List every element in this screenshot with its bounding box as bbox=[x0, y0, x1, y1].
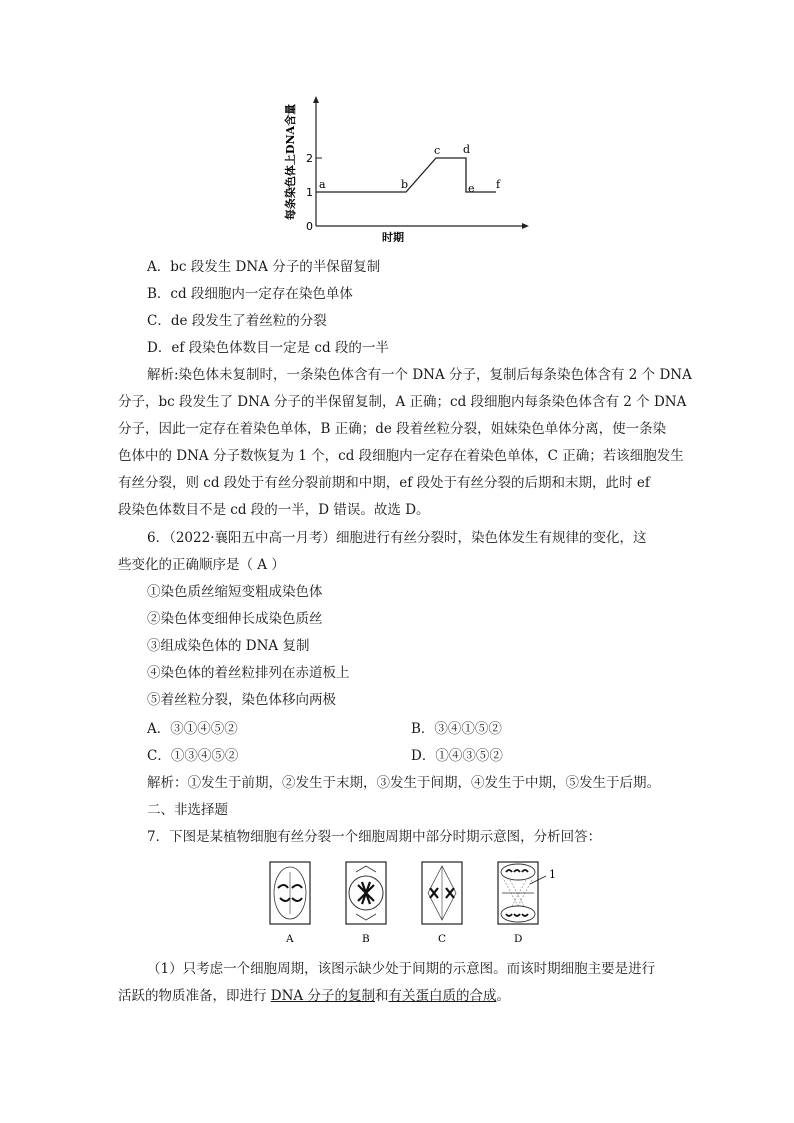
cell-b bbox=[346, 862, 386, 924]
section-heading: 二、非选择题 bbox=[147, 802, 228, 818]
q7-sub1-conj: 和 bbox=[374, 988, 389, 1004]
x-axis-arrow bbox=[522, 223, 529, 229]
q6-option-a: A．③①④⑤② bbox=[147, 721, 238, 737]
cell-d bbox=[498, 862, 546, 924]
q6-item: ①染色质丝缩短变粗成染色体 bbox=[147, 584, 323, 600]
series-group bbox=[316, 143, 501, 195]
q5-option-d: D．ef 段染色体数目一定是 cd 段的一半 bbox=[147, 340, 389, 356]
point-label-b: b bbox=[401, 178, 409, 191]
q5-analysis-line: 分子，bc 段发生了 DNA 分子的半保留复制，A 正确；cd 段细胞内每条染色体含有 2 个 DNA bbox=[118, 394, 687, 410]
q7-sub1-line2 bbox=[118, 987, 510, 1005]
y-tick-2: 2 bbox=[306, 152, 313, 165]
q7-answer-protein-synthesis: 有关蛋白质的合成 bbox=[388, 988, 497, 1004]
q6-analysis: 解析：①发生于前期，②发生于末期，③发生于间期，④发生于中期，⑤发生于后期。 bbox=[147, 775, 660, 791]
cell-label-a: A bbox=[286, 933, 294, 945]
q6-item: ⑤着丝粒分裂，染色体移向两极 bbox=[147, 692, 336, 708]
chart-ylabel: 每条染色体上DNA含量 bbox=[284, 103, 297, 221]
y-axis-arrow bbox=[313, 96, 319, 103]
q6-stem: 6．（2022·襄阳五中高一月考）细胞进行有丝分裂时，染色体发生有规律的变化，这 bbox=[147, 530, 647, 546]
q6-item: ④染色体的着丝粒排列在赤道板上 bbox=[147, 665, 350, 681]
q7-stem: 7．下图是某植物细胞有丝分裂一个细胞周期中部分时期示意图，分析回答： bbox=[147, 829, 602, 845]
cell-d-callout: 1 bbox=[549, 868, 556, 881]
cell-c bbox=[422, 862, 462, 924]
mitosis-cell-diagrams bbox=[262, 858, 562, 948]
q5-analysis-line: 有丝分裂，则 cd 段处于有丝分裂前期和中期，ef 段处于有丝分裂的后期和末期，此时 ef bbox=[118, 475, 650, 491]
q7-sub1-line1: （1）只考虑一个细胞周期，该图示缺少处于间期的示意图。而该时期细胞主要是进行 bbox=[147, 961, 656, 977]
q7-answer-dna-replication: DNA 分子的复制 bbox=[270, 988, 375, 1004]
q5-option-a: A．bc 段发生 DNA 分子的半保留复制 bbox=[147, 259, 381, 275]
q5-analysis-line: 色体中的 DNA 分子数恢复为 1 个，cd 段细胞内一定存在着染色单体，C 正确；若该细胞发生 bbox=[118, 448, 684, 464]
cell-label-b: B bbox=[362, 933, 370, 945]
point-label-a: a bbox=[319, 178, 326, 191]
point-label-c: c bbox=[434, 144, 441, 157]
y-tick-1: 1 bbox=[306, 186, 313, 199]
q6-option-b: B．③④①⑤② bbox=[411, 721, 502, 737]
q6-item: ②染色体变细伸长成染色质丝 bbox=[147, 611, 323, 627]
cell-label-d: D bbox=[514, 933, 523, 945]
q6-item: ③组成染色体的 DNA 复制 bbox=[147, 638, 310, 654]
cell-a bbox=[270, 862, 310, 924]
q6-option-d: D．①④③⑤② bbox=[411, 748, 503, 764]
point-label-f: f bbox=[496, 178, 501, 191]
q6-stem: 些变化的正确顺序是（ A ） bbox=[118, 557, 285, 573]
q6-option-c: C．①③④⑤② bbox=[147, 748, 239, 764]
dna-content-chart bbox=[280, 92, 540, 242]
q7-sub1-text: 活跃的物质准备，即进行 bbox=[118, 988, 271, 1004]
q5-analysis-line: 解析:染色体未复制时，一条染色体含有一个 DNA 分子，复制后每条染色体含有 2 个 DNA bbox=[147, 367, 692, 383]
y-tick-0: 0 bbox=[306, 220, 313, 233]
chart-xlabel: 时期 bbox=[382, 231, 404, 242]
q5-option-c: C．de 段发生了着丝粒的分裂 bbox=[147, 313, 327, 329]
point-label-d: d bbox=[463, 143, 471, 156]
q7-sub1-period: 。 bbox=[496, 988, 510, 1004]
cell-label-c: C bbox=[438, 933, 447, 945]
q5-option-b: B．cd 段细胞内一定存在染色单体 bbox=[147, 286, 353, 302]
q5-analysis-line: 分子，因此一定存在着染色单体，B 正确；de 段着丝粒分裂，姐妹染色单体分离，使一条染 bbox=[118, 421, 667, 437]
point-label-e: e bbox=[468, 182, 475, 195]
q5-analysis-line: 段染色体数目不是 cd 段的一半，D 错误。故选 D。 bbox=[118, 502, 430, 518]
